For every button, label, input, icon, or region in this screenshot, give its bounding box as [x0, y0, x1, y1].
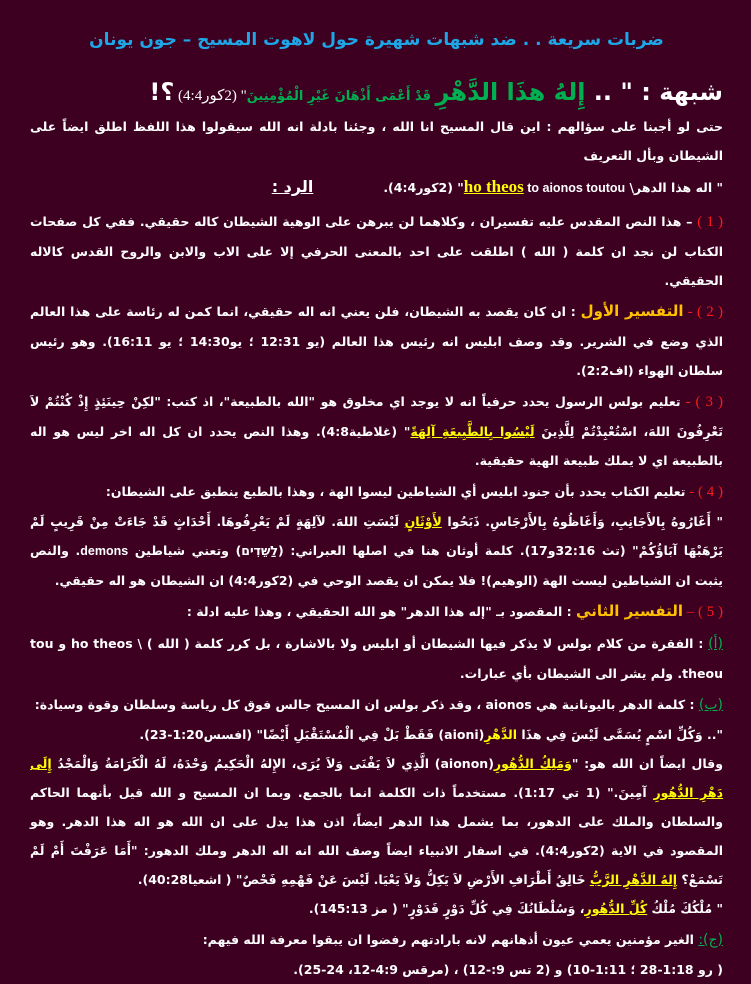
highlighted-text: وَمَلِكُ الدُّهُورِ: [493, 756, 572, 771]
answer-paragraph: [30, 690, 723, 923]
paragraph-text: " أَغَارُوهُ بِالأَجَانِبِ، وَأَغَاظُوهُ بِالأَرْجَاسِ. ذَبَحُوا: [441, 514, 723, 529]
paragraph-text: : كلمة الدهر باليونانية هي aionos ، وقد ذكر بولس ان المسيح جالس فوق كل رياسة وسلطان وقوة وسيادة:: [34, 697, 699, 712]
quote-part2: to aionos toutou: [523, 181, 626, 195]
paragraph-text: " مُلْكُكَ مُلْكُ: [647, 901, 723, 916]
paragraph-text: " (غلاطية4:8). وهذا النص يحدد ان كل اله اخر ليس هو اله بالطبيعة اي لا يملك طبيعة الهية حقيقية.: [30, 424, 723, 468]
quote-ho-theos: ho theos: [463, 177, 524, 196]
paragraph-number: ( 5 ) –: [683, 604, 723, 620]
highlighted-text: لأَوْثَانٍ: [404, 514, 442, 529]
quote-part3: " (2كور4:4).: [383, 180, 464, 195]
paragraph-text: خَالِقُ أَطْرَافِ الأَرْضِ لاَ يَكِلُّ وَلاَ يَعْيَا. لَيْسَ عَنْ فَهْمِهِ فَحْصٌ" ( اشعيا40:28).: [137, 872, 590, 887]
section-heading: التفسير الأول: [580, 302, 684, 320]
paragraph-number: ( 4 ) -: [685, 484, 723, 500]
highlighted-text: كُلِّ الدُّهُورِ: [584, 901, 648, 916]
answer-paragraph: [30, 629, 723, 688]
point-label: (ج):: [698, 932, 723, 948]
paragraph-text: ".. وَكُلِّ اسْمٍ يُسَمَّى لَيْسَ فِي هذَا: [517, 727, 723, 742]
paragraph-text: تعليم بولس الرسول يحدد حرفياً انه لا يوجد اي مخلوق هو "الله بالطبيعة"، اذ كتب: "لكِنْ حِينَئِذٍ إِذْ كُنْتُمْ لاَ تَعْرِفُونَ اللهَ، اسْتُعْبِدْتُمْ لِلَّذِينَ: [30, 394, 723, 439]
paragraph-text: لَيْسَتِ اللهَ. لآلِهَةٍ لَمْ يَعْرِفُوهَا. أَحْدَاثٍ قَدْ جَاءَتْ مِنْ قَرِيبٍ لَمْ يَرْهَبْهَا آبَاؤُكُمْ" (تث 32:16و17). كلمة أوثان هنا في اصلها العبراني: (לַשֵּׁדִים) وتعني شياطين: [30, 514, 723, 558]
heading-ref: " (2كور4:4): [174, 88, 247, 104]
answer-paragraph: [30, 477, 723, 595]
paragraph-number: ( 1 ): [697, 214, 723, 230]
highlighted-text: إِلَى دَهْرِ الدُّهُورِ: [30, 756, 724, 800]
highlighted-text: إِلهُ الدَّهْرِ الرَّبُّ: [589, 872, 678, 887]
paragraph-text: : ان كان يقصد به الشيطان، فلن يعني انه اله حقيقي، انما كمن له رئاسة على هذا العالم الذي وضع في الشرير. وقد وصف ابليس انه رئيس هذا العالم (يو 12:31 ؛ يو14:30 ؛ يو 16:11). وهو رئيس سلطان الهواء (اف2:2).: [30, 304, 723, 378]
heading-suffix: ؟!: [149, 78, 175, 106]
paragraph-text: الغير مؤمنين يعمي عيون أذهانهم لانه بارادتهم رفضوا ان يبقوا معرفة الله فيهم:: [202, 932, 699, 947]
paragraph-text: آمِينَ." (1 تي 1:17). مستخدماً ذات الكلمة انما بالجمع. وبما ان المسيح و الله قيل بأنهما الحاكم والسلطان والملك على الدهور، بما يشمل هذا الدهر ايضاً، اذن هذا يدل على ان الله هو اله هذا الدهر. وهو المقصود في الاية (2كور4:4). في اسفار الانبياء ايضاً وصف الله انه اله الدهر وملك الدهور: "أَمَا عَرَفْتَ أَمْ لَمْ تَسْمَعْ؟: [30, 785, 723, 887]
answer-paragraph: [30, 387, 723, 475]
highlighted-text: الدَّهْرِ: [484, 727, 518, 742]
point-label: (أ): [708, 636, 723, 652]
quote-text: [383, 170, 723, 205]
highlighted-text: لَيْسُوا بِالطَّبِيعَةِ آلِهَةً: [410, 424, 535, 439]
paragraph-text: – هذا النص المقدس عليه تفسيران ، وكلاهما لن يبرهن على الوهية الشيطان كاله حقيقي. ففي كل صفحات الكتاب لن نجد ان كلمة ( الله ) اطلقت على احد بالمعنى الحرفي إلا على الاب والابن والروح القدس كالاله الحقيقي.: [30, 214, 723, 288]
document-title: ضربات سريعة . . ضد شبهات شهيرة حول لاهوت المسيح – جون يونان: [89, 30, 664, 50]
heading-prefix: شبهة : " ..: [585, 78, 723, 106]
paragraph-text: (aioni) فَقَطْ بَلْ فِي الْمُسْتَقْبَلِ أَيْضًا" (افسس1:20-23).: [139, 727, 485, 742]
paragraph-text: ، وَسُلْطَانُكَ فِي كُلِّ دَوْرٍ فَدَوْرٍ" ( مز 145:13).: [308, 901, 585, 916]
paragraph-number: ( 3 ) -: [680, 394, 723, 410]
objection-heading: [30, 72, 723, 112]
heading-main: إِلهُ هذَا الدَّهْرِ: [435, 78, 586, 106]
quote-line: [30, 170, 723, 205]
answer-paragraph: [30, 597, 723, 627]
paragraph-text: demons: [80, 544, 129, 558]
paragraph-number: ( 2 ) -: [683, 304, 723, 320]
answer-paragraph: [30, 925, 723, 984]
heading-sub: قَدْ أَعْمَى أَذْهَانَ غَيْرِ الْمُؤْمِنِينَ: [246, 89, 436, 104]
answer-paragraph: [30, 297, 723, 385]
quote-part1: " اله هذا الدهر\: [625, 180, 723, 195]
paragraph-text: وقال ايضاً ان الله هو: ": [571, 756, 723, 771]
paragraph-text: تعليم الكتاب يحدد بأن جنود ابليس أي الشياطين ليسوا الهة ، وهذا بالطبع ينطبق على الشيطان:: [105, 484, 686, 499]
answer-paragraph: [30, 207, 723, 295]
intro-paragraph: حتى لو أجبنا على سؤالهم : اين قال المسيح انا الله ، وجئنا بادلة انه الله سيقولوا هذا اللفظ اطلق ايضاً على الشيطان وبأل التعريف: [30, 119, 723, 163]
paragraph-text: . والنص يثبت ان الشياطين ليست الهة (الوهيم)! فلا يمكن ان يقصد الوحي في (2كور4:4) ان الشيطان هو اله حقيقي.: [30, 543, 723, 588]
paragraph-text: (aionon) الَّذِي لاَ يَفْنَى وَلاَ يُرَى، الإِلهُ الْحَكِيمُ وَحْدَهُ، لَهُ الْكَرَامَةُ وَالْمَجْدُ: [51, 756, 494, 771]
paragraph-text: : الفقرة من كلام بولس لا يذكر فيها الشيطان أو ابليس ولا بالاشارة ، بل كرر كلمة ( الله ) \ ho theos و tou theou. ولم يشر الى الشيطان بأي عبارات.: [30, 636, 723, 681]
paragraph-text: ( رو 1:18-28 ؛ 1:11-10) و (2 تس 9:-12) ، (مرقس 4:9-12، 24-25).: [293, 962, 723, 977]
point-label: (ب): [698, 697, 723, 713]
reply-label: الرد :: [271, 177, 314, 196]
section-heading: التفسير الثاني: [576, 602, 683, 620]
paragraph-text: : المقصود بـ "إله هذا الدهر" هو الله الحقيقي ، وهذا عليه ادلة :: [186, 604, 577, 619]
answer-paragraphs: [30, 207, 723, 984]
